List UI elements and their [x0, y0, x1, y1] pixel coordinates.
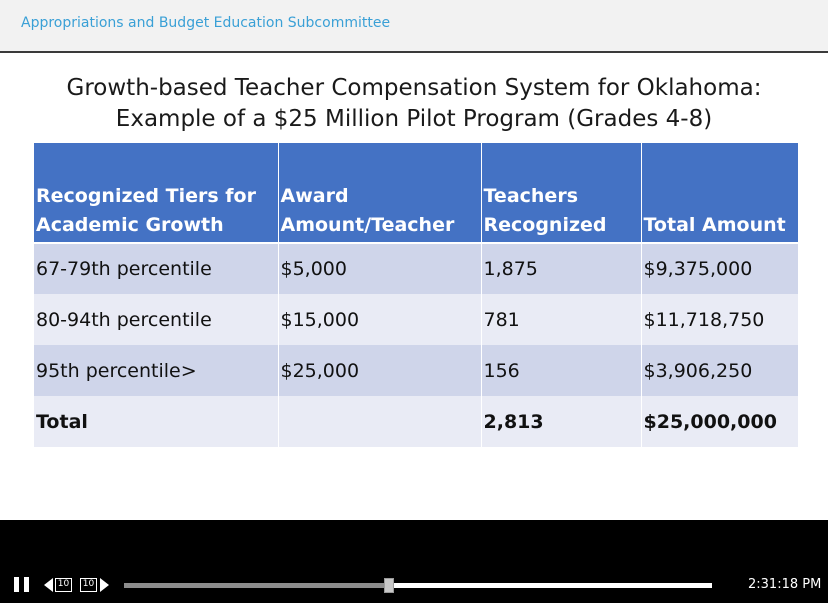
table-cell: Total: [34, 396, 278, 447]
table-total-row: [34, 396, 798, 447]
pause-button[interactable]: [14, 577, 30, 592]
table-row: [34, 243, 798, 294]
table-cell: 67-79th percentile: [34, 243, 278, 294]
forward-icon[interactable]: [100, 578, 109, 592]
table-cell: $15,000: [278, 294, 481, 345]
table-cell: $3,906,250: [641, 345, 798, 396]
column-header-total: [641, 143, 798, 243]
skip-back-button[interactable]: 10: [55, 578, 72, 592]
app-header: [0, 0, 828, 53]
table-cell: 2,813: [481, 396, 641, 447]
table-row: [34, 345, 798, 396]
table-cell: 80-94th percentile: [34, 294, 278, 345]
table-header-row: [34, 143, 798, 243]
skip-forward-button[interactable]: 10: [80, 578, 97, 592]
header-line: Academic Growth: [36, 214, 224, 236]
header-title: Appropriations and Budget Education Subcommittee: [21, 15, 391, 31]
pause-icon: [14, 577, 19, 592]
header-line: Award: [280, 185, 349, 207]
table-cell: $25,000: [278, 345, 481, 396]
table-cell: $11,718,750: [641, 294, 798, 345]
column-header-tiers: [34, 143, 278, 243]
table-cell: $5,000: [278, 243, 481, 294]
progress-bar[interactable]: [124, 583, 712, 588]
progress-fill: [124, 583, 389, 588]
table-cell: 156: [481, 345, 641, 396]
presentation-slide: [0, 55, 828, 520]
progress-thumb[interactable]: [384, 578, 394, 593]
slide-title: [0, 73, 828, 135]
table-cell: 95th percentile>: [34, 345, 278, 396]
slide-title-line2: Example of a $25 Million Pilot Program (Grades 4-8): [115, 106, 713, 132]
header-line: Teachers: [483, 185, 578, 207]
column-header-teachers: [481, 143, 641, 243]
time-display: 2:31:18 PM: [748, 577, 822, 592]
header-line: Total Amount: [643, 214, 786, 236]
header-line: Recognized Tiers for: [36, 185, 256, 207]
table-row: [34, 294, 798, 345]
table-cell: $25,000,000: [641, 396, 798, 447]
table-cell: 1,875: [481, 243, 641, 294]
header-line: Amount/Teacher: [280, 214, 455, 236]
table-cell: 781: [481, 294, 641, 345]
header-line: Recognized: [483, 214, 607, 236]
compensation-table: [34, 143, 798, 447]
slide-title-line1: Growth-based Teacher Compensation System for Oklahoma:: [66, 75, 762, 101]
video-player-bar: [0, 520, 828, 603]
table-cell: [278, 396, 481, 447]
pause-icon: [24, 577, 29, 592]
column-header-award: [278, 143, 481, 243]
rewind-icon[interactable]: [44, 578, 53, 592]
table-cell: $9,375,000: [641, 243, 798, 294]
